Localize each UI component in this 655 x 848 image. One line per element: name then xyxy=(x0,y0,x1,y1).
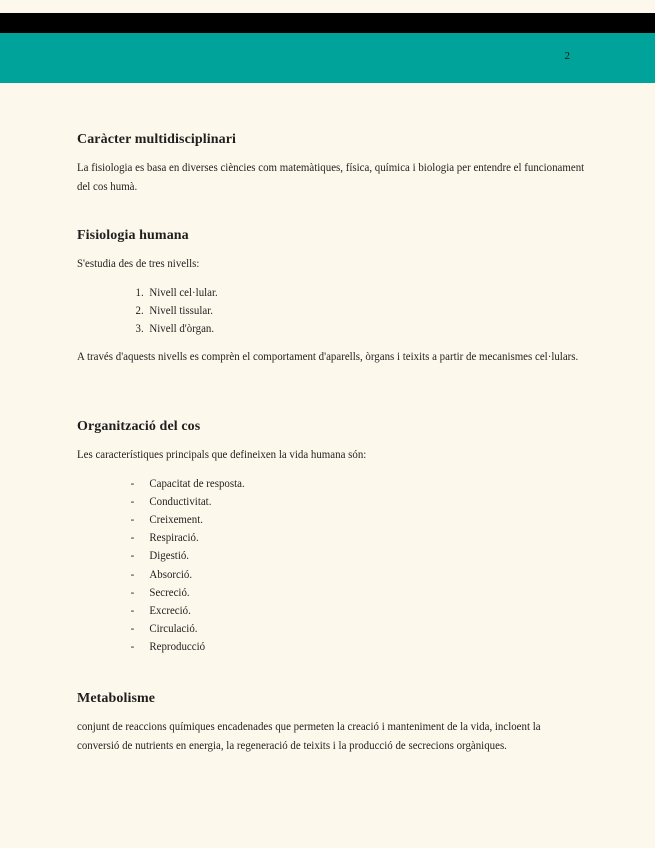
section-fisiologia-humana xyxy=(77,228,617,367)
dash-bullet: - xyxy=(130,622,135,636)
list-item-text: Absorció. xyxy=(149,567,193,581)
header-band xyxy=(0,33,655,83)
section-title: Fisiologia humana xyxy=(77,228,189,243)
list-item xyxy=(77,320,585,338)
section-organitzacio-del-cos xyxy=(77,419,617,667)
numbered-list xyxy=(77,284,617,339)
dash-bullet: - xyxy=(130,567,135,581)
section-title: Caràcter multidisciplinari xyxy=(77,132,237,147)
dash-bullet: - xyxy=(130,512,135,526)
list-item-text: Conductivitat. xyxy=(149,494,212,508)
list-item-text: Nivell tissular. xyxy=(149,303,213,317)
dash-bullet: - xyxy=(130,603,135,617)
dash-list xyxy=(77,475,617,657)
list-item-text: Digestió. xyxy=(149,549,190,563)
section-caracter-multidisciplinari xyxy=(77,132,617,196)
page-number: 2 xyxy=(564,50,570,62)
list-item xyxy=(77,547,585,565)
list-item xyxy=(77,638,585,656)
list-item xyxy=(77,511,585,529)
section-paragraph: La fisiologia es basa en diverses ciències com matemàtiques, física, química i biologia per entendre el funcionament del cos humà. xyxy=(77,161,585,193)
section-title: Metabolisme xyxy=(77,691,156,706)
list-item-text: Nivell cel·lular. xyxy=(149,285,218,299)
top-black-bar xyxy=(0,13,655,33)
list-item xyxy=(77,602,585,620)
list-item-text: Respiració. xyxy=(149,531,199,545)
section-paragraph: S'estudia des de tres nivells: xyxy=(77,257,200,270)
top-margin xyxy=(0,0,655,13)
dash-bullet: - xyxy=(130,585,135,599)
list-item xyxy=(77,284,585,302)
list-item-text: Secreció. xyxy=(149,585,190,599)
section-metabolisme xyxy=(77,691,617,755)
list-item xyxy=(77,566,585,584)
section-title: Organització del cos xyxy=(77,419,201,434)
dash-bullet: - xyxy=(130,640,135,654)
list-item xyxy=(77,584,585,602)
dash-bullet: - xyxy=(130,494,135,508)
list-item xyxy=(77,620,585,638)
list-item-text: Capacitat de resposta. xyxy=(149,476,245,490)
list-item xyxy=(77,475,585,493)
list-item-text: Nivell d'òrgan. xyxy=(149,321,215,335)
list-item xyxy=(77,529,585,547)
section-paragraph: Les característiques principals que defineixen la vida humana són: xyxy=(77,448,367,461)
dash-bullet: - xyxy=(130,549,135,563)
dash-bullet: - xyxy=(130,531,135,545)
list-item-text: Creixement. xyxy=(149,512,203,526)
list-item-text: Circulació. xyxy=(149,622,198,636)
section-paragraph: A través d'aquests nivells es comprèn el comportament d'aparells, òrgans i teixits a partir de mecanismes cel·lulars. xyxy=(77,350,579,364)
list-item xyxy=(77,302,585,320)
section-paragraph: conjunt de reaccions químiques encadenades que permeten la creació i manteniment de la vida, incloent la conversió de nutrients en energia, la regeneració de teixits i la producció de secrecions orgàniques. xyxy=(77,720,541,752)
list-number: 2. xyxy=(135,303,144,317)
list-item-text: Reproducció xyxy=(149,640,206,654)
list-item-text: Excreció. xyxy=(149,603,191,617)
dash-bullet: - xyxy=(130,476,135,490)
list-number: 3. xyxy=(135,321,144,335)
list-number: 1. xyxy=(135,285,144,299)
list-item xyxy=(77,493,585,511)
